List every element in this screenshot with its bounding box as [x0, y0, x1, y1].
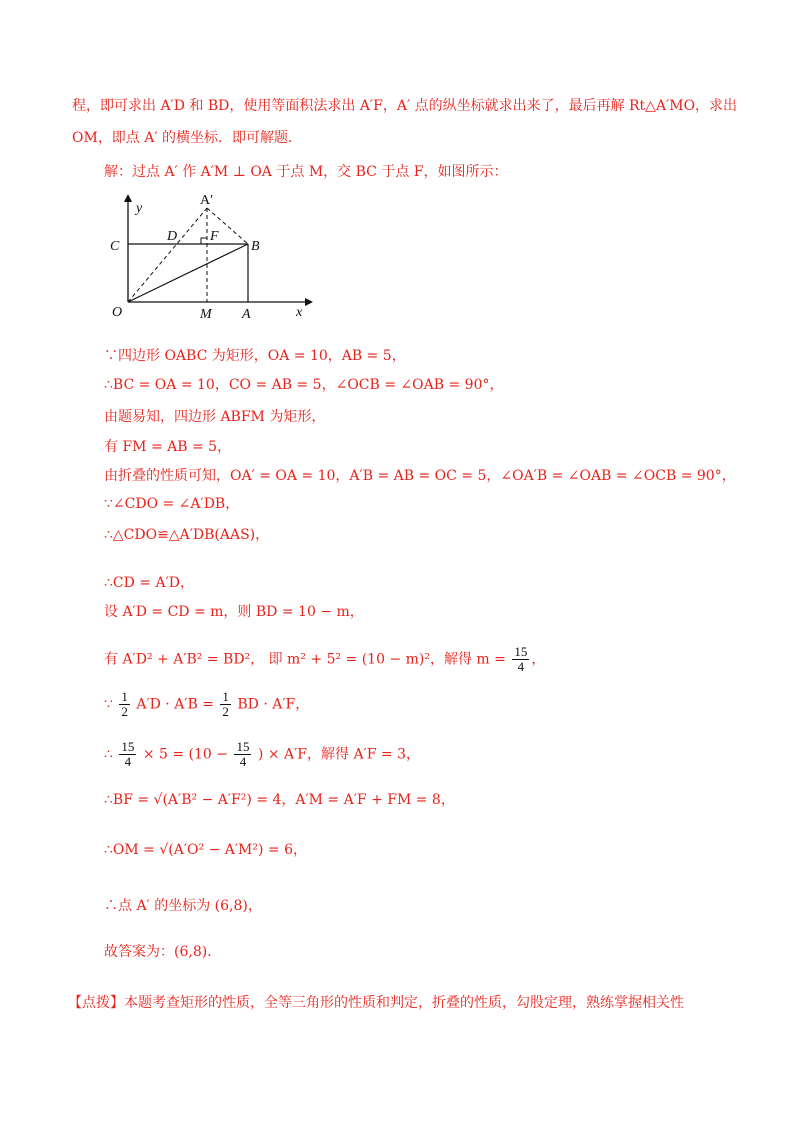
frac-den: 4	[124, 754, 132, 769]
label-c: C	[110, 239, 120, 254]
step-2: ∴BC = OA = 10，CO = AB = 5，∠OCB = ∠OAB = 90°，	[104, 377, 504, 393]
intro-line-1: 程，即可求出 A′D 和 BD，使用等面积法求出 A′F，A′ 点的纵坐标就求出来了，最后再解 Rt△A′MO，求出	[72, 98, 738, 114]
step-11-mid: A′D · A′B =	[136, 696, 214, 713]
label-a: A	[242, 307, 251, 322]
step-12-a: × 5 = (10 −	[142, 746, 229, 763]
step-14: ∴OM = √(A′O² − A′M²) = 6，	[104, 842, 307, 858]
step-10-tail: ，	[531, 651, 546, 668]
step-11	[104, 690, 309, 719]
fraction-15-4	[512, 645, 529, 674]
intro-line-2: OM，即点 A′ 的横坐标．即可解题．	[72, 130, 303, 146]
label-d: D	[167, 229, 178, 244]
step-12	[104, 740, 420, 769]
label-y: y	[136, 201, 143, 216]
frac-num: 15	[236, 739, 250, 754]
label-m: M	[200, 307, 212, 322]
geometry-figure	[100, 190, 330, 325]
frac-den: 2	[121, 704, 128, 719]
step-7: ∴△CDO≌△A′DB(AAS)，	[104, 527, 270, 543]
step-3: 由题易知，四边形 ABFM 为矩形，	[104, 409, 326, 425]
step-10	[104, 645, 545, 674]
step-4: 有 FM = AB = 5，	[104, 439, 232, 455]
label-x: x	[296, 305, 303, 320]
fraction-1-2-b	[220, 690, 231, 719]
step-16: 故答案为：(6,8)．	[104, 944, 222, 960]
fraction-15-4-b	[234, 740, 251, 769]
frac-num: 15	[121, 739, 135, 754]
step-11-end: BD · A′F，	[237, 696, 310, 713]
frac-num: 1	[222, 689, 229, 704]
step-6: ∵∠CDO = ∠A′DB，	[104, 496, 240, 512]
tip-text: 本题考查矩形的性质，全等三角形的性质和判定，折叠的性质，勾股定理，熟练掌握相关性	[124, 995, 684, 1011]
tip-note	[68, 992, 684, 1012]
tip-bracket: 【点拨】	[68, 995, 124, 1011]
fraction-1-2-a	[119, 690, 130, 719]
label-a-prime: A′	[200, 193, 214, 208]
step-1: ∵四边形 OABC 为矩形，OA = 10，AB = 5，	[104, 348, 406, 364]
frac-den: 2	[222, 704, 229, 719]
frac-den: 4	[517, 659, 525, 674]
label-f: F	[210, 229, 219, 244]
step-15: ∴点 A′ 的坐标为 (6,8)，	[104, 898, 262, 914]
label-b: B	[251, 239, 260, 254]
step-11-because: ∵	[104, 696, 113, 713]
solution-header: 解：过点 A′ 作 A′M ⊥ OA 于点 M，交 BC 于点 F，如图所示：	[104, 164, 508, 180]
step-10-text: 有 A′D² + A′B² = BD²， 即 m² + 5² = (10 − m)²，解得 m =	[104, 651, 506, 668]
step-12-b: ) × A′F，解得 A′F = 3，	[257, 746, 421, 763]
frac-num: 15	[514, 644, 528, 659]
step-12-therefore: ∴	[104, 746, 113, 763]
fraction-15-4-a	[119, 740, 136, 769]
step-13: ∴BF = √(A′B² − A′F²) = 4，A′M = A′F + FM = 8，	[104, 792, 455, 808]
frac-num: 1	[121, 689, 128, 704]
step-9: 设 A′D = CD = m，则 BD = 10 − m，	[104, 604, 364, 620]
step-8: ∴CD = A′D，	[104, 575, 194, 591]
step-5: 由折叠的性质可知，OA′ = OA = 10，A′B = AB = OC = 5，∠OA′B = ∠OAB = ∠OCB = 90°，	[104, 468, 736, 484]
label-o: O	[112, 305, 123, 320]
frac-den: 4	[239, 754, 247, 769]
